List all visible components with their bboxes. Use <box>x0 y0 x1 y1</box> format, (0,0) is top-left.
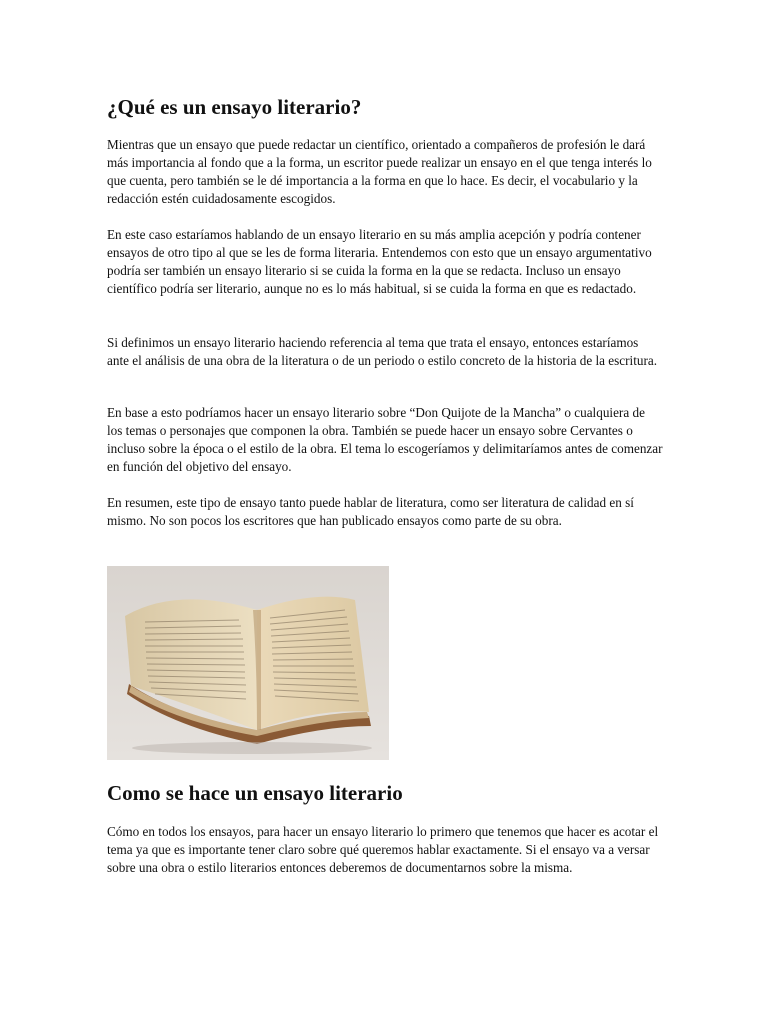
paragraph-1: Mientras que un ensayo que puede redactar un científico, orientado a compañeros de profesión le dará más importancia al fondo que a la forma, un escritor puede realizar un ensayo en el que tenga interés lo que cuenta, pero también se le dé importancia a la forma en que lo hace. Es decir, el vocabulario y la redacción estén cuidadosamente escogidos. <box>107 137 652 206</box>
open-book-photo <box>107 566 389 760</box>
paragraph-5: En resumen, este tipo de ensayo tanto puede hablar de literatura, como ser literatura de calidad en sí mismo. No son pocos los escritores que han publicado ensayos como parte de su obra. <box>107 495 634 528</box>
heading-que-es-ensayo-literario: ¿Qué es un ensayo literario? <box>107 95 362 119</box>
paragraph-2: En este caso estaríamos hablando de un ensayo literario en su más amplia acepción y podría contener ensayos de otro tipo al que se les de forma literaria. Entendemos con esto que un ensayo argumentativo podría ser también un ensayo literario si se cuida la forma en la que se redacta. Incluso un ensayo científico podría ser literario, aunque no es lo más habitual, si se cuida la forma en que es redactado. <box>107 227 652 296</box>
heading-como-se-hace: Como se hace un ensayo literario <box>107 781 403 805</box>
paragraph-6: Cómo en todos los ensayos, para hacer un ensayo literario lo primero que tenemos que hacer es acotar el tema ya que es importante tener claro sobre qué queremos hablar exactamente. Si el ensayo va a versar sobre una obra o estilo literarios entonces deberemos de documentarnos sobre la misma. <box>107 824 659 875</box>
paragraph-3: Si definimos un ensayo literario haciendo referencia al tema que trata el ensayo, entonces estaríamos ante el análisis de una obra de la literatura o de un periodo o estilo concreto de la historia de la escritura. <box>107 335 657 368</box>
paragraph-4: En base a esto podríamos hacer un ensayo literario sobre “Don Quijote de la Mancha” o cualquiera de los temas o personajes que componen la obra. También se puede hacer un ensayo sobre Cervantes o incluso sobre la época o el estilo de la obra. El tema lo escogeríamos y delimitaríamos antes de comenzar en función del objetivo del ensayo. <box>107 405 663 474</box>
